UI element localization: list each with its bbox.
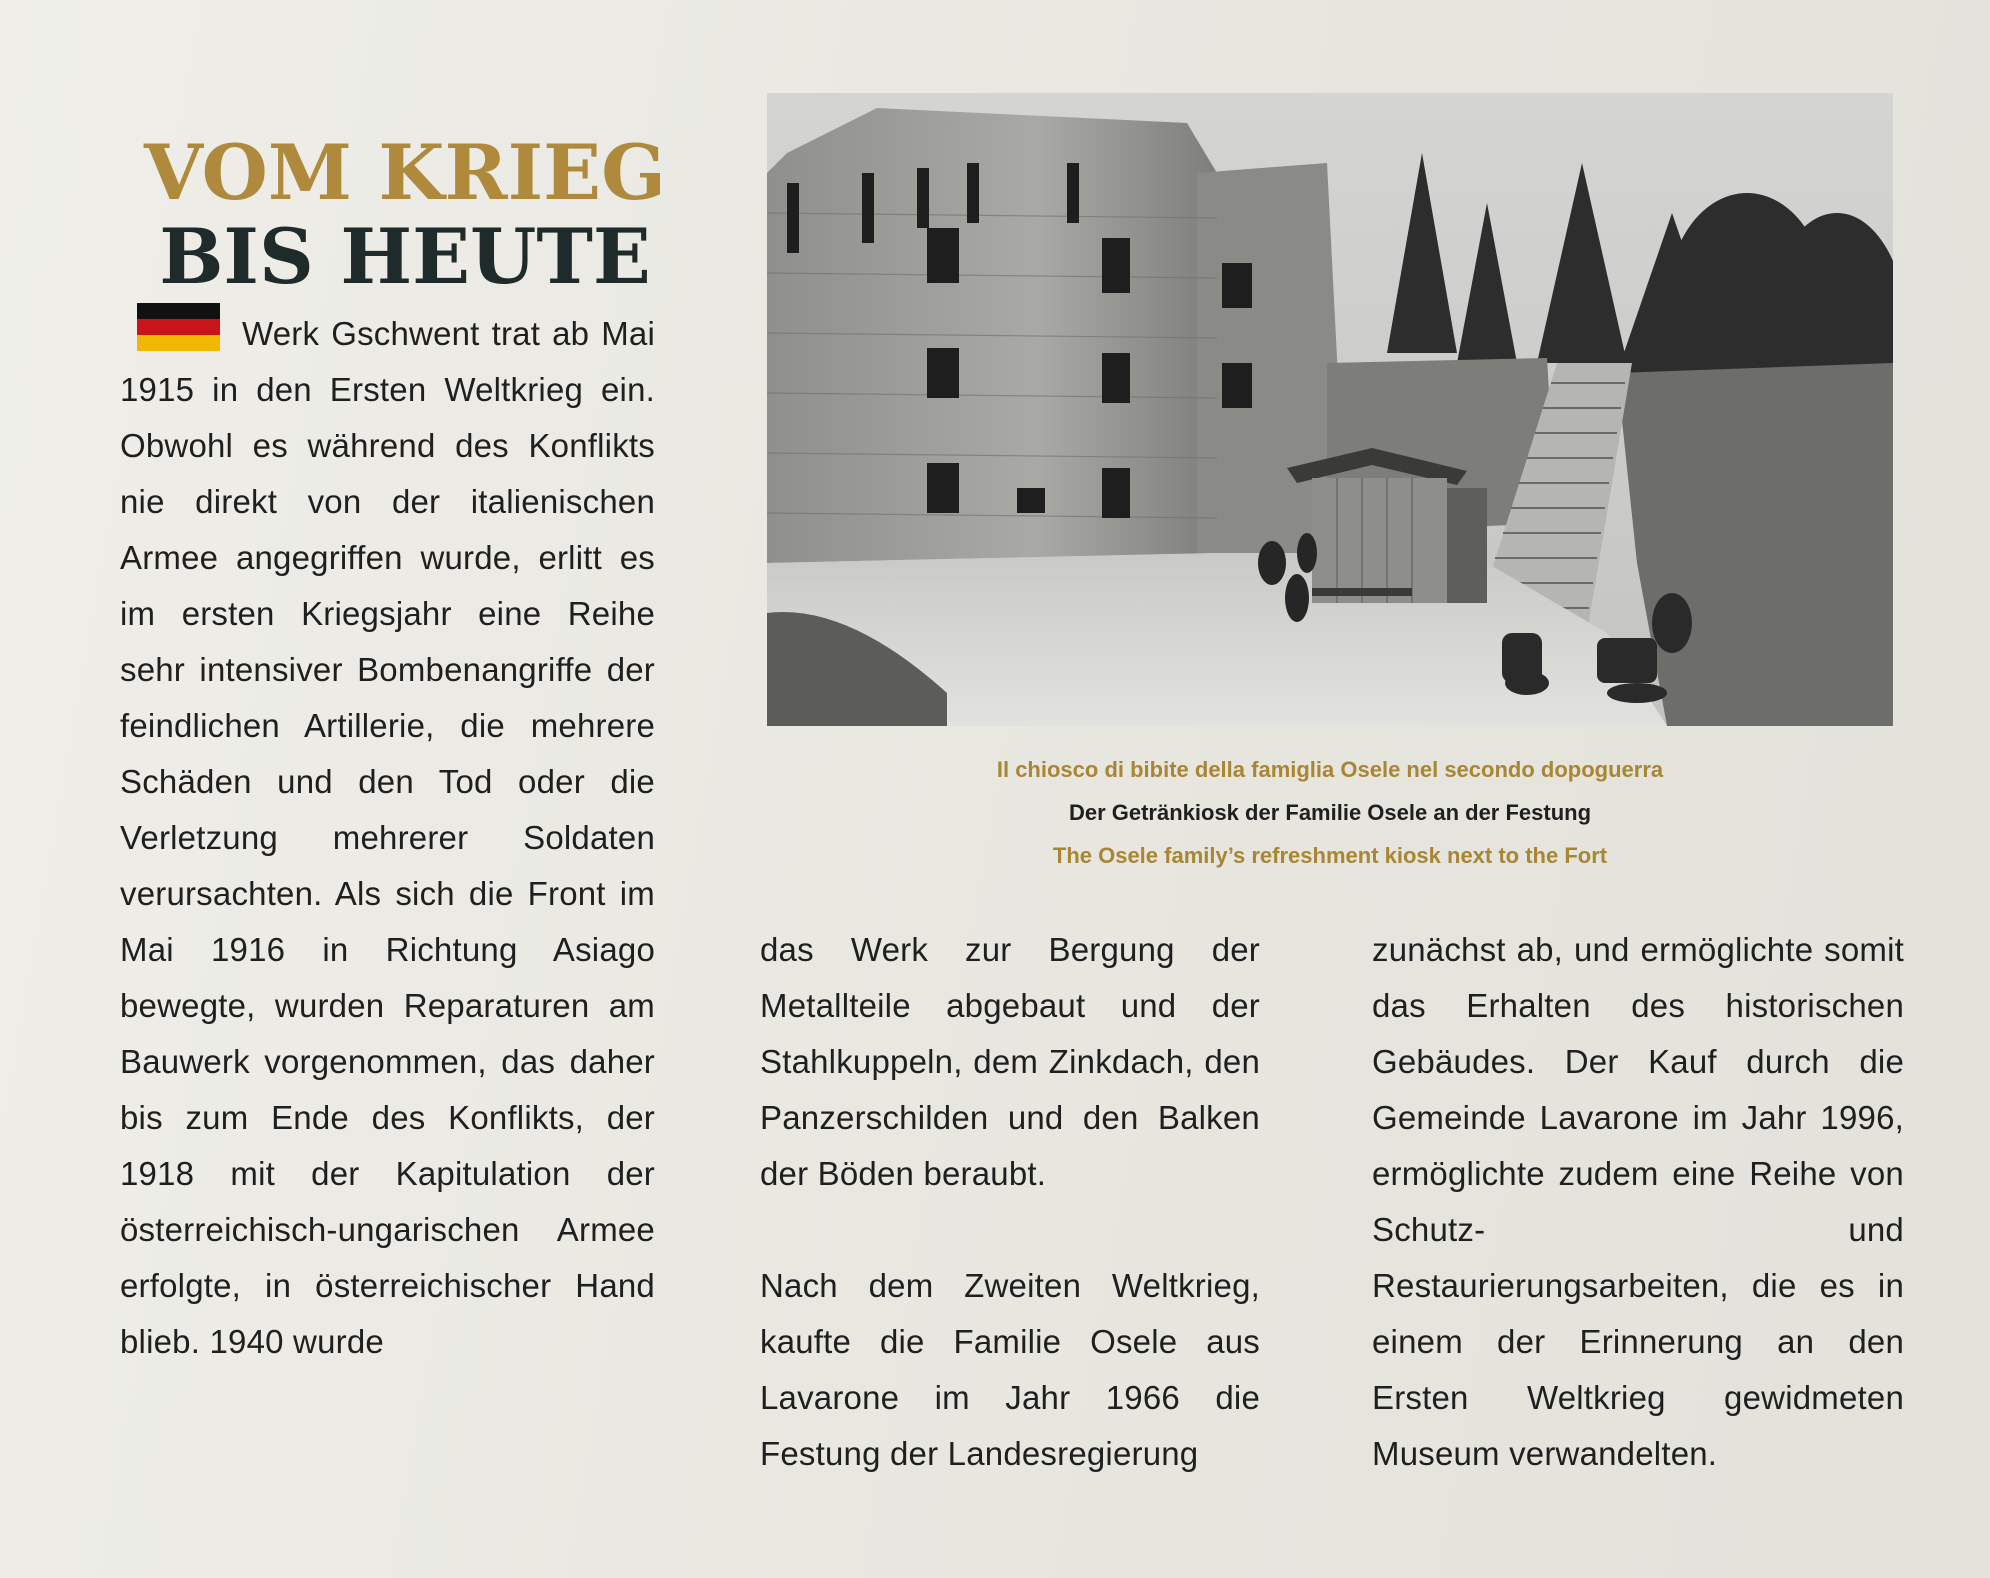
- caption-german: Der Getränkiosk der Familie Osele an der Festung: [1068, 800, 1592, 825]
- photo-captions: [760, 748, 1900, 877]
- page-title: [135, 127, 675, 301]
- column3-paragraph: zunächst ab, und ermöglichte somit das Erhalten des historischen Gebäudes. Der Kauf durch die Gemeinde Lavarone im Jahr 1996, ermöglichte zudem eine Reihe von Schutz- und Restaurierungsarbeiten, die es in einem der Erinnerung an den Ersten Weltkrieg gewidmeten Museum verwandelten.: [1372, 931, 1904, 1472]
- text-column-1: [120, 306, 655, 1370]
- column2-paragraph-2: Nach dem Zweiten Weltkrieg, kaufte die Familie Osele aus Lavarone im Jahr 1966 die Festung der Landesregierung: [760, 1267, 1260, 1472]
- caption-italian: Il chiosco di bibite della famiglia Osele nel secondo dopoguerra: [996, 757, 1664, 782]
- text-column-3: [1372, 922, 1904, 1482]
- text-column-2: [760, 922, 1260, 1482]
- column2-paragraph-1: das Werk zur Bergung der Metallteile abgebaut und der Stahlkuppeln, dem Zinkdach, den Panzerschilden und den Balken der Böden beraubt.: [760, 931, 1260, 1192]
- title-line-2: BIS HEUTE: [159, 211, 651, 301]
- column1-paragraph: Werk Gschwent trat ab Mai 1915 in den Ersten Weltkrieg ein. Obwohl es während des Konflikts nie direkt von der italienischen Armee angegriffen wurde, erlitt es im ersten Kriegsjahr eine Reihe sehr intensiver Bombenangriffe der feindlichen Artillerie, die mehrere Schäden und den Tod oder die Verletzung mehrerer Soldaten verursachten. Als sich die Front im Mai 1916 in Richtung Asiago bewegte, wurden Reparaturen am Bauwerk vorgenommen, das daher bis zum Ende des Konflikts, der 1918 mit der Kapitulation der österreichisch-ungarischen Armee erfolgte, in österreichischer Hand blieb. 1940 wurde: [120, 315, 655, 1360]
- title-line-1: VOM KRIEG: [143, 127, 667, 217]
- historic-photo: [767, 93, 1893, 726]
- caption-english: The Osele family’s refreshment kiosk next to the Fort: [1052, 843, 1608, 868]
